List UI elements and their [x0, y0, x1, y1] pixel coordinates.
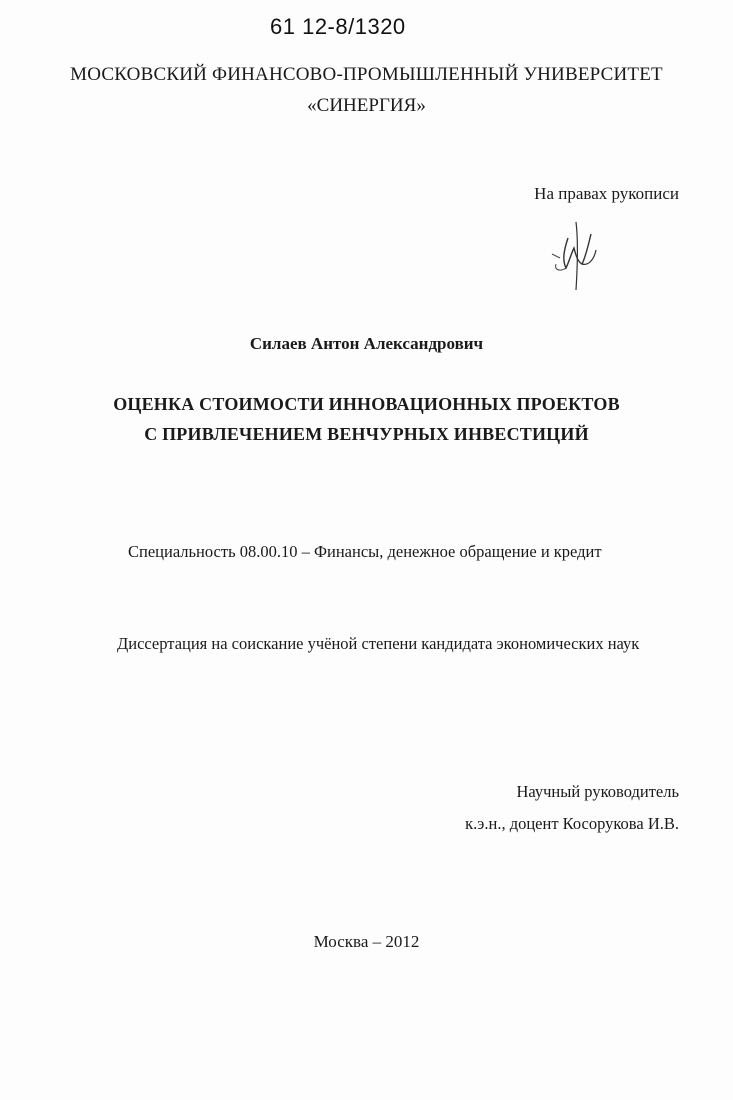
city-year: Москва – 2012	[313, 932, 420, 951]
supervisor-label: Научный руководитель	[516, 782, 679, 801]
supervisor-name: к.э.н., доцент Косорукова И.В.	[465, 814, 679, 833]
dissertation-title-line1: ОЦЕНКА СТОИМОСТИ ИННОВАЦИОННЫХ ПРОЕКТОВ	[113, 394, 620, 414]
archive-stamp-number: 61 12-8/1320	[270, 14, 406, 39]
author-name: Силаев Антон Александрович	[249, 334, 484, 353]
manuscript-note: На правах рукописи	[534, 184, 679, 203]
university-name: МОСКОВСКИЙ ФИНАНСОВО-ПРОМЫШЛЕННЫЙ УНИВЕРСИТЕТ	[70, 64, 663, 85]
specialty: Специальность 08.00.10 – Финансы, денежное обращение и кредит	[128, 542, 602, 561]
degree-statement: Диссертация на соискание учёной степени кандидата экономических наук	[117, 634, 640, 653]
dissertation-title-line2: С ПРИВЛЕЧЕНИЕМ ВЕНЧУРНЫХ ИНВЕСТИЦИЙ	[144, 424, 589, 444]
handwritten-signature	[538, 198, 608, 298]
university-name-line2: «СИНЕРГИЯ»	[307, 95, 426, 116]
